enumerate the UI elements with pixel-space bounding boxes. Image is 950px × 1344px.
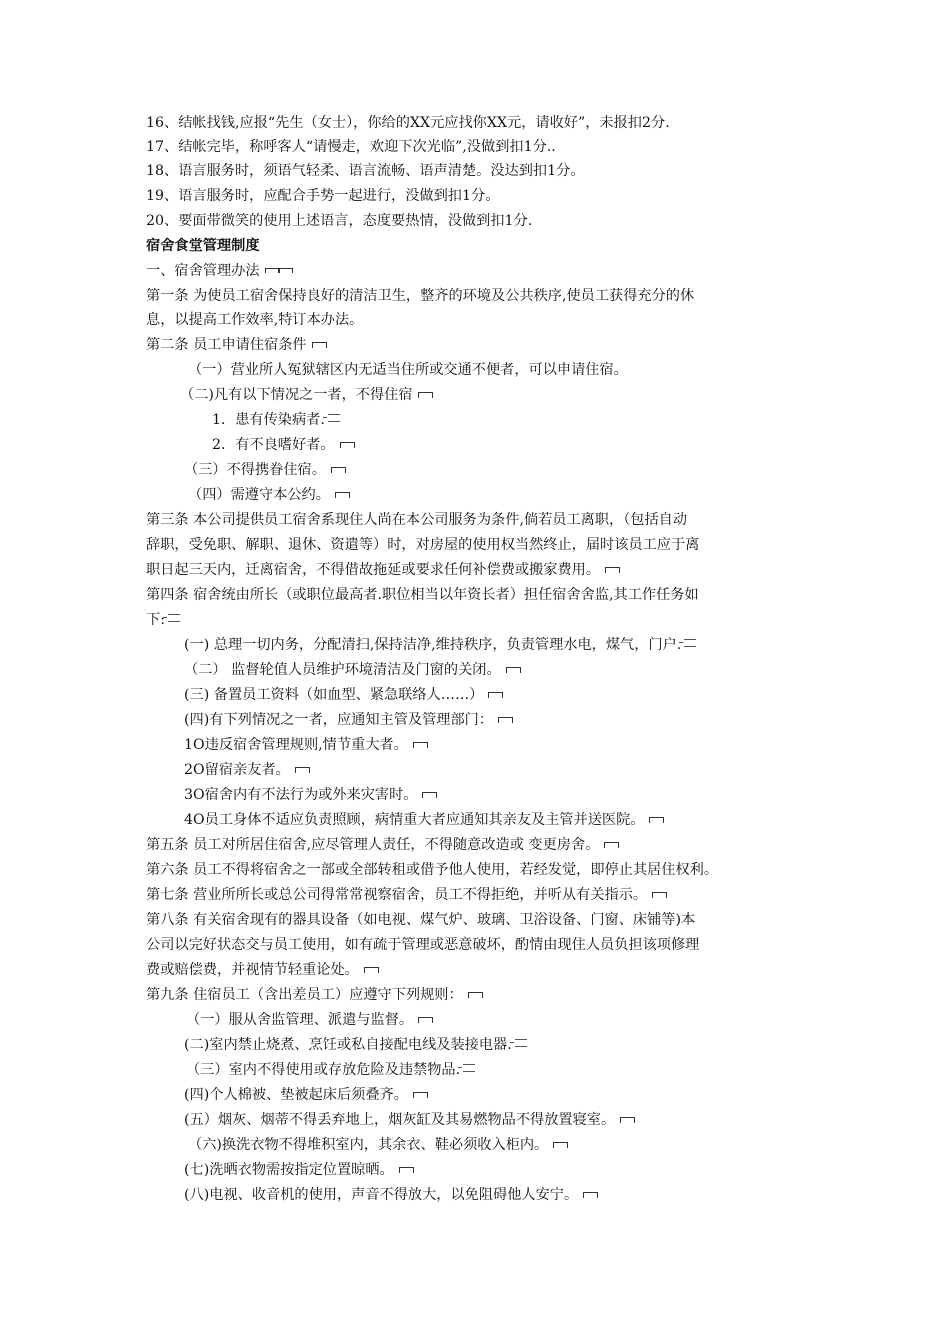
line-text: 2．有不良嗜好者。 <box>212 437 335 453</box>
text-line <box>146 112 670 134</box>
text-line <box>146 185 499 207</box>
paragraph-mark-icon <box>649 817 664 823</box>
line-text: (七)洗晒衣物需按指定位置晾晒。 <box>184 1162 394 1178</box>
line-text: 一、宿舍管理办法 <box>146 263 260 279</box>
line-text: （二） 监督轮值人员维护环境清洁及门窗的关闭。 <box>184 662 501 678</box>
text-line <box>184 1159 414 1181</box>
line-text: (一) 总理一切内务，分配清扫,保持洁净,维持秩序，负责管理水电，煤气，门户. <box>184 637 682 653</box>
line-text: 公司以完好状态交与员工使用，如有疏于管理或恶意破坏，酌情由现住人员负担该项修理 <box>146 937 700 953</box>
text-line <box>146 609 180 631</box>
text-line <box>184 1184 598 1206</box>
paragraph-mark-icon <box>328 414 340 422</box>
paragraph-mark-icon <box>463 1064 475 1072</box>
text-line <box>184 759 310 781</box>
text-line <box>184 809 664 831</box>
paragraph-mark-icon <box>553 1142 568 1148</box>
line-text: （三）不得携眷住宿。 <box>184 462 326 478</box>
line-text: （三）室内不得使用或存放危险及违禁物品. <box>186 1062 461 1078</box>
text-line <box>184 634 696 656</box>
text-line <box>184 684 503 706</box>
paragraph-mark-icon <box>340 442 355 448</box>
text-line <box>188 484 350 506</box>
line-text: 1．患有传染病者. <box>212 412 325 428</box>
line-text: (三) 备置员工资料（如血型、紧急联络人……） <box>184 687 484 703</box>
line-text: 第九条 住宿员工（含出差员工）应遵守下列规则： <box>146 987 463 1003</box>
text-line <box>180 384 433 406</box>
paragraph-mark-icon <box>335 492 350 498</box>
line-text: 20、要面带微笑的使用上述语言，态度要热情，没做到扣1分. <box>146 213 533 229</box>
paragraph-mark-icon <box>488 692 503 698</box>
text-line <box>146 959 379 981</box>
paragraph-mark-icon <box>418 1017 433 1023</box>
paragraph-mark-icon <box>312 342 327 348</box>
text-line <box>186 1059 475 1081</box>
paragraph-mark-icon <box>331 467 346 473</box>
line-text: (二)室内禁止烧煮、烹饪或私自接配电线及装接电器. <box>184 1037 512 1053</box>
line-text: 宿舍食堂管理制度 <box>146 238 260 254</box>
text-line <box>146 884 667 906</box>
text-line <box>186 1009 433 1031</box>
text-line <box>146 559 620 581</box>
line-text: 第二条 员工申请住宿条件 <box>146 337 307 353</box>
line-text: (四)个人棉被、垫被起床后须叠齐。 <box>184 1087 408 1103</box>
paragraph-mark-icon <box>168 614 180 622</box>
paragraph-mark-icon <box>605 567 620 573</box>
line-text: （六)换洗衣物不得堆积室内，其余衣、鞋必须收入柜内。 <box>188 1137 549 1153</box>
paragraph-mark-icon <box>652 892 667 898</box>
text-line <box>146 909 695 931</box>
line-text: 第六条 员工不得将宿舍之一部或全部转租或借予他人使用，若经发觉，即停止其居住权利。 <box>146 862 719 878</box>
text-line <box>146 285 694 307</box>
line-text: 4O员工身体不适应负责照顾，病情重大者应通知其亲友及主管并送医院。 <box>184 812 645 828</box>
text-line <box>184 1034 527 1056</box>
line-text: 第八条 有关宿舍现有的器具设备（如电视、煤气炉、玻璃、卫浴设备、门窗、床铺等)本 <box>146 912 696 928</box>
paragraph-mark-icon <box>413 742 428 748</box>
text-line <box>146 309 363 331</box>
paragraph-mark-icon <box>265 268 293 274</box>
paragraph-mark-icon <box>418 392 433 398</box>
line-text: (五）烟灰、烟蒂不得丢弃地上，烟灰缸及其易燃物品不得放置寝室。 <box>184 1112 616 1128</box>
line-text: 3O宿舍内有不法行为或外来灾害时。 <box>184 787 418 803</box>
text-line <box>146 160 585 182</box>
text-line <box>184 1109 635 1131</box>
line-text: （四）需遵守本公约。 <box>188 487 330 503</box>
text-line <box>146 859 718 881</box>
text-line <box>184 459 346 481</box>
text-line <box>188 359 628 381</box>
text-line <box>146 934 699 956</box>
text-line <box>184 784 437 806</box>
line-text: 1O违反宿舍管理规则,情节重大者。 <box>184 737 408 753</box>
line-text: (八)电视、收音机的使用，声音不得放大，以免阻碍他人安宁。 <box>184 1187 579 1203</box>
paragraph-mark-icon <box>422 792 437 798</box>
paragraph-mark-icon <box>515 1039 527 1047</box>
text-line <box>212 434 355 456</box>
text-line <box>184 734 428 756</box>
text-line <box>146 984 483 1006</box>
line-text: 2O留宿亲友者。 <box>184 762 290 778</box>
paragraph-mark-icon <box>498 717 513 723</box>
line-text: 第五条 员工对所居住宿舍,应尽管理人责任，不得随意改造或 变更房舍。 <box>146 837 600 853</box>
line-text: 第七条 营业所所长或总公司得常常视察宿舍，员工不得拒绝，并听从有关指示。 <box>146 887 648 903</box>
text-line <box>146 260 293 282</box>
line-text: (四)有下列情况之一者，应通知主管及管理部门： <box>184 712 494 728</box>
line-text: （二)凡有以下情况之一者，不得住宿 <box>180 387 413 403</box>
line-text: 职日起三天内，迁离宿舍，不得借故拖延或要求任何补偿费或搬家费用。 <box>146 562 601 578</box>
text-line <box>146 834 619 856</box>
paragraph-mark-icon <box>364 967 379 973</box>
line-text: 费或赔偿费，并视情节轻重论处。 <box>146 962 359 978</box>
paragraph-mark-icon <box>399 1167 414 1173</box>
text-line <box>184 709 513 731</box>
line-text: 19、语言服务时，应配合手势一起进行，没做到扣1分。 <box>146 188 500 204</box>
line-text: 辞职，受免职、解职、退休、资遣等）时，对房屋的使用权当然终止，届时该员工应于离 <box>146 537 700 553</box>
line-text: 第四条 宿舍统由所长（或职位最高者.职位相当以年资长者）担任宿舍舍监,其工作任务如 <box>146 587 699 603</box>
paragraph-mark-icon <box>604 842 619 848</box>
text-line <box>146 136 556 158</box>
text-line <box>146 334 327 356</box>
line-text: （一）服从舍监管理、派遣与监督。 <box>186 1012 414 1028</box>
paragraph-mark-icon <box>620 1117 635 1123</box>
paragraph-mark-icon <box>684 639 696 647</box>
line-text: 16、结帐找钱,应报“先生（女士），你给的XX元应找你XX元，请收好”，未报扣2分. <box>146 115 670 131</box>
line-text: 第一条 为使员工宿舍保持良好的清洁卫生，整齐的环境及公共秩序,使员工获得充分的休 <box>146 288 695 304</box>
text-line <box>146 534 699 556</box>
section-heading <box>146 235 260 257</box>
line-text: 17、结帐完毕，称呼客人“请慢走，欢迎下次光临”,没做到扣1分.. <box>146 139 556 155</box>
paragraph-mark-icon <box>468 992 483 998</box>
line-text: 第三条 本公司提供员工宿舍系现住人尚在本公司服务为条件,倘若员工离职，（包括自动 <box>146 512 688 528</box>
text-line <box>146 584 699 606</box>
text-line <box>184 659 521 681</box>
text-line <box>184 1084 428 1106</box>
text-line <box>188 1134 568 1156</box>
paragraph-mark-icon <box>295 767 310 773</box>
line-text: 息，以提高工作效率,特订本办法。 <box>146 312 364 328</box>
text-line <box>212 409 340 431</box>
paragraph-mark-icon <box>583 1192 598 1198</box>
paragraph-mark-icon <box>506 667 521 673</box>
paragraph-mark-icon <box>413 1092 428 1098</box>
text-line <box>146 210 532 232</box>
line-text: （一）营业所人冤狱辖区内无适当住所或交通不便者，可以申请住宿。 <box>188 362 628 378</box>
line-text: 下: <box>146 612 165 628</box>
line-text: 18、语言服务时，须语气轻柔、语言流畅、语声清楚。没达到扣1分。 <box>146 163 585 179</box>
text-line <box>146 509 687 531</box>
